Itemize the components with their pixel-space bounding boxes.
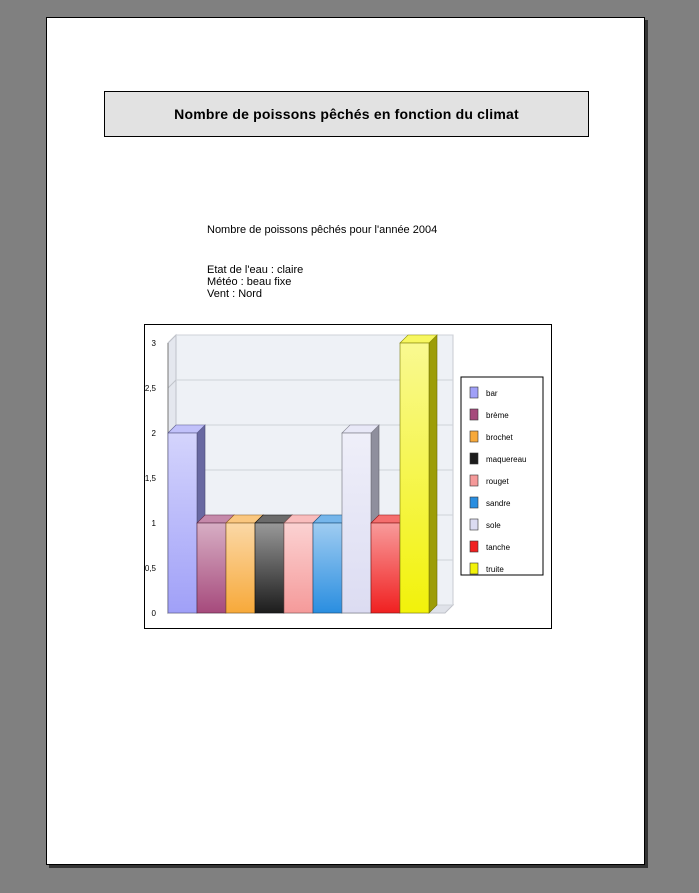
legend-label: bar xyxy=(486,389,498,398)
bar-front xyxy=(342,433,371,613)
y-tick-label: 0,5 xyxy=(145,564,156,573)
report-subtitle: Nombre de poissons pêchés pour l'année 2004 xyxy=(207,224,438,236)
y-tick-label: 3 xyxy=(151,339,156,348)
legend-label: maquereau xyxy=(486,455,527,464)
legend-swatch xyxy=(470,541,478,552)
legend-item xyxy=(470,563,504,574)
report-page xyxy=(46,17,645,865)
y-tick-label: 1,5 xyxy=(145,474,156,483)
bar-front xyxy=(400,343,429,613)
bar-front xyxy=(371,523,400,613)
y-tick-label: 2 xyxy=(151,429,156,438)
legend-swatch xyxy=(470,563,478,574)
legend-label: sole xyxy=(486,521,501,530)
legend-swatch xyxy=(470,431,478,442)
bar-front xyxy=(197,523,226,613)
legend-swatch xyxy=(470,475,478,486)
legend-label: truite xyxy=(486,565,504,574)
condition-water: Etat de l'eau : claire xyxy=(207,264,304,276)
legend-item xyxy=(470,475,509,486)
legend-swatch xyxy=(470,453,478,464)
bar-front xyxy=(284,523,313,613)
bar-chart xyxy=(145,325,551,628)
bar-front xyxy=(226,523,255,613)
legend-label: brochet xyxy=(486,433,513,442)
legend-label: brème xyxy=(486,411,509,420)
legend-swatch xyxy=(470,387,478,398)
bar-side xyxy=(429,335,437,613)
legend-item xyxy=(470,497,511,508)
legend-label: rouget xyxy=(486,477,509,486)
legend-item xyxy=(470,541,511,552)
legend-item xyxy=(470,519,501,530)
bar-front xyxy=(255,523,284,613)
legend-swatch xyxy=(470,409,478,420)
conditions-block xyxy=(207,264,303,300)
condition-wind: Vent : Nord xyxy=(207,288,263,300)
legend-swatch xyxy=(470,519,478,530)
bar-front xyxy=(313,523,342,613)
legend-label: sandre xyxy=(486,499,511,508)
condition-weather: Météo : beau fixe xyxy=(207,276,292,288)
legend-item xyxy=(470,431,513,442)
y-tick-label: 2,5 xyxy=(145,384,156,393)
y-tick-label: 0 xyxy=(151,609,156,618)
bar-truite xyxy=(400,335,437,613)
y-tick-label: 1 xyxy=(151,519,156,528)
report-title: Nombre de poissons pêchés en fonction du climat xyxy=(104,91,589,137)
legend-swatch xyxy=(470,497,478,508)
legend-label: tanche xyxy=(486,543,511,552)
bar-front xyxy=(168,433,197,613)
chart-frame xyxy=(144,324,552,629)
legend-item xyxy=(470,409,509,420)
